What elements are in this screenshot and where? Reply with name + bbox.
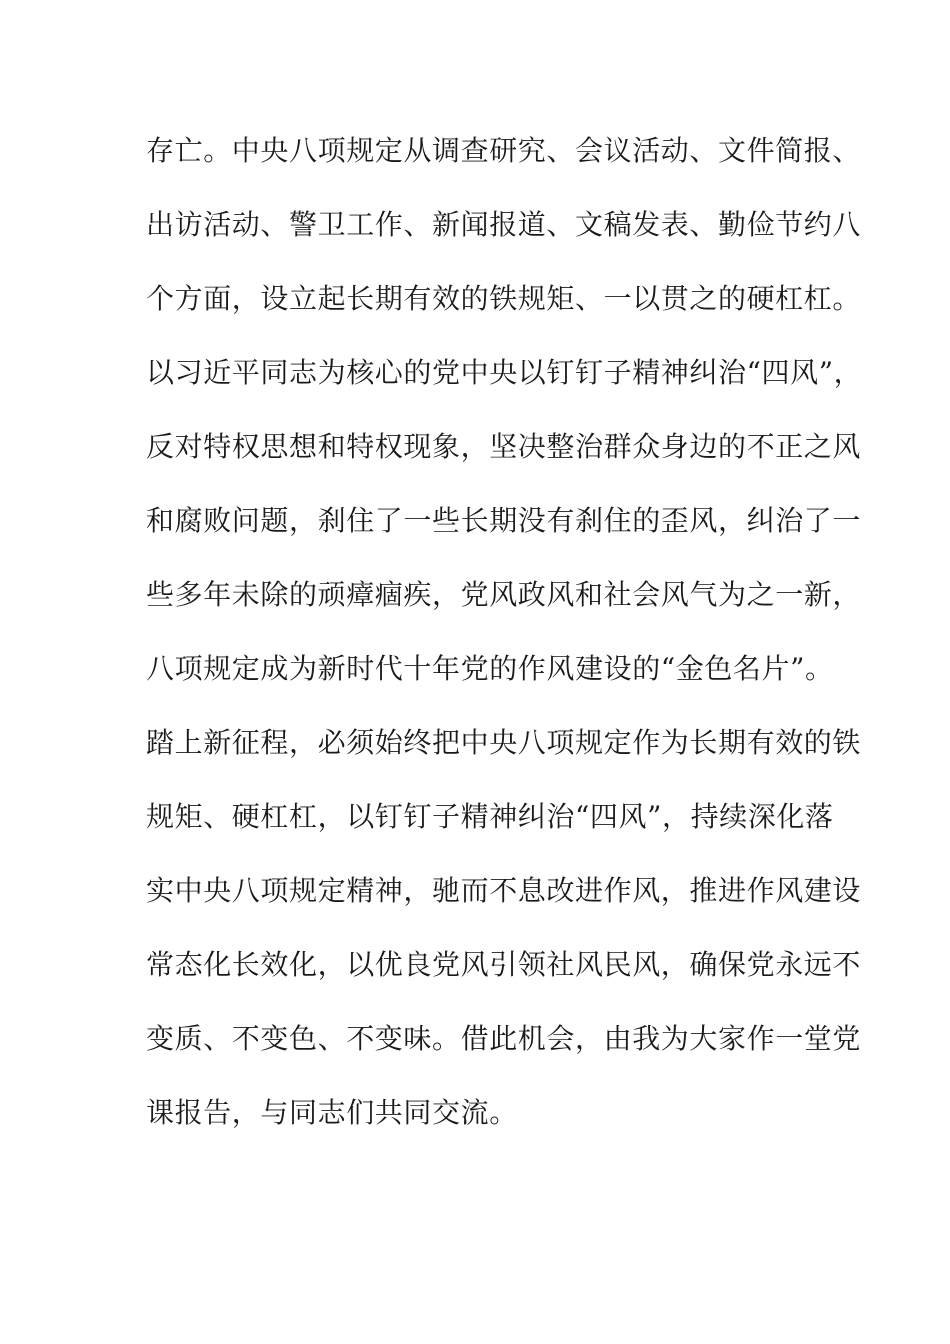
text-line: 常态化长效化，以优良党风引领社风民风，确保党永远不	[146, 948, 862, 981]
text-line: 以习近平同志为核心的党中央以钉钉子精神纠治“四风”，	[146, 356, 863, 389]
text-line: 变质、不变色、不变味。借此机会，由我为大家作一堂党	[146, 1022, 862, 1055]
text-line: 出访活动、警卫工作、新闻报道、文稿发表、勤俭节约八	[146, 208, 862, 241]
text-line: 实中央八项规定精神，驰而不息改进作风，推进作风建设	[146, 874, 862, 907]
text-line: 踏上新征程，必须始终把中央八项规定作为长期有效的铁	[146, 726, 862, 759]
text-line: 课报告，与同志们共同交流。	[146, 1096, 518, 1129]
text-line: 和腐败问题，刹住了一些长期没有刹住的歪风，纠治了一	[146, 504, 862, 537]
text-line: 八项规定成为新时代十年党的作风建设的“金色名片”。	[146, 652, 834, 685]
text-line: 规矩、硬杠杠，以钉钉子精神纠治“四风”，持续深化落	[146, 800, 834, 833]
text-line: 反对特权思想和特权现象，坚决整治群众身边的不正之风	[146, 430, 862, 463]
text-line: 个方面，设立起长期有效的铁规矩、一以贯之的硬杠杠。	[146, 282, 862, 315]
text-line: 些多年未除的顽瘴痼疾，党风政风和社会风气为之一新，	[146, 578, 862, 611]
text-line: 存亡。中央八项规定从调查研究、会议活动、文件简报、	[146, 134, 862, 167]
